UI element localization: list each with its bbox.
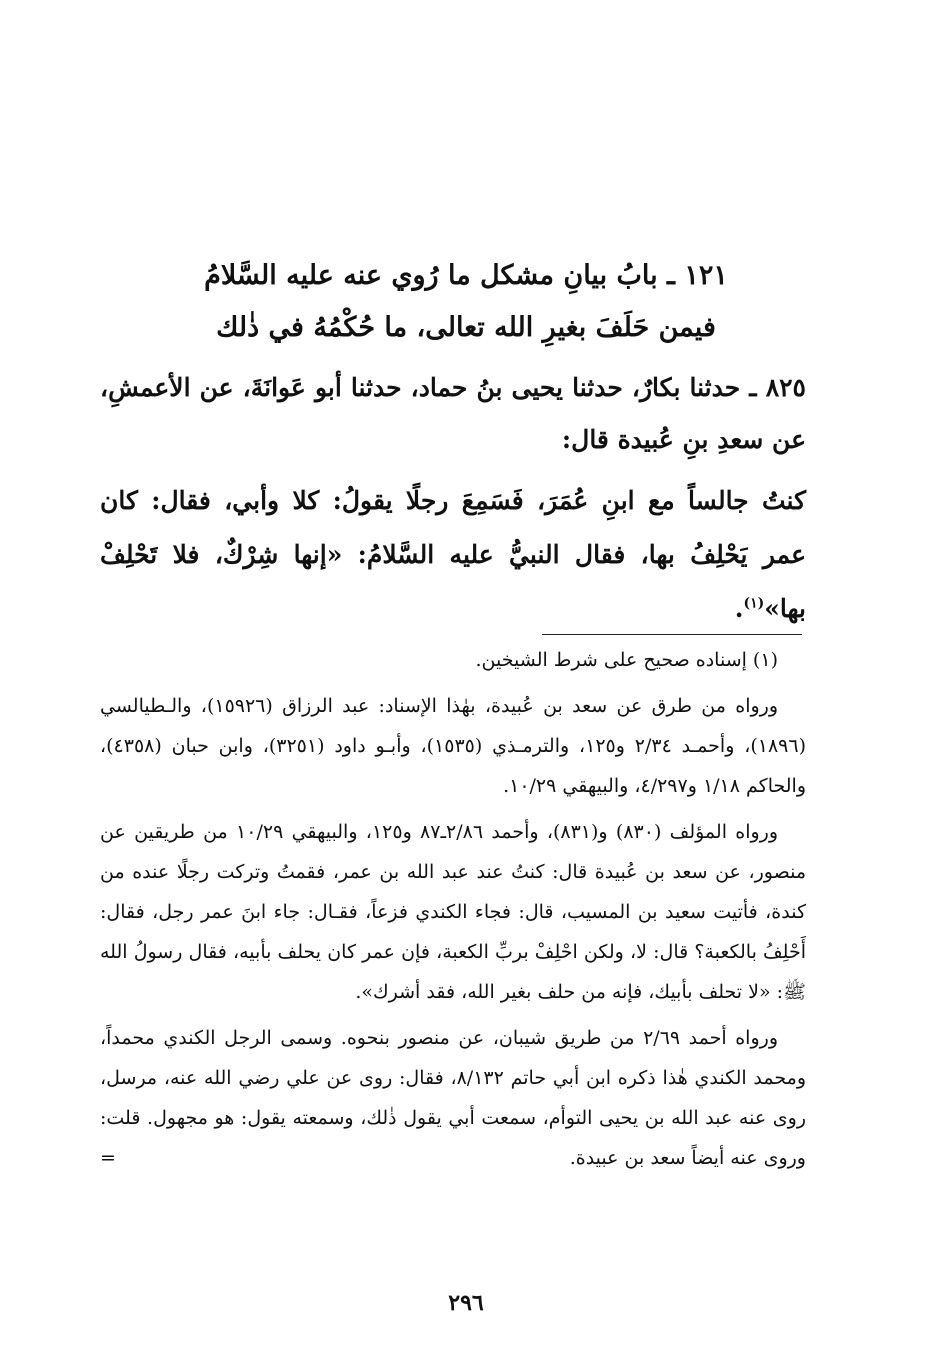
footnote-reference: (١) [743,595,765,612]
hadith-matn-block [100,474,806,636]
footnote-1: (١) إسناده صحيح على شرط الشيخين. [475,649,778,671]
footnote-paragraph-2: ورواه من طرق عن سعد بن عُبيدة، بهٰذا الإسناد: عبد الرزاق (١٥٩٢٦)، والـطيالسي (١٨٩٦)، وأحمـد ٢/٣٤ و١٢٥، والترمـذي (١٥٣٥)، وأبـو داود (٣٢٥١)، وابن حبان (٤٣٥٨)، والحاكم ١/١٨ و٤/٢٩٧، والبيهقي ١٠/٢٩. [100,695,806,797]
footnote-paragraph-4-wrap [100,1018,806,1178]
footnotes [100,640,806,1184]
chapter-title [100,250,832,354]
hadith-matn: كنتُ جالساً مع ابنِ عُمَرَ، فَسَمِعَ رجلًا يقولُ: كلا وأبي، فقال: كان عمر يَحْلِفُ بها، فقال النبيُّ عليه السَّلامُ: «إنها شِرْكٌ، فلا تَحْلِفْ بها» [100,486,806,623]
chapter-title-line-1: ١٢١ ـ بابُ بيانِ مشكل ما رُوي عنه عليه السَّلامُ [204,260,728,291]
page-number: ٢٩٦ [448,1290,484,1316]
footnote-paragraph-3: ورواه المؤلف (٨٣٠) و(٨٣١)، وأحمد ٢/٨٦ـ٨٧ و١٢٥، والبيهقي ١٠/٢٩ من طريقين عن منصور، عن سعد بن عُبيدة قال: كنتُ عند عبد الله بن عمر، فقمتُ وتركت رجلًا عنده من كندة، فأتيت سعيد بن المسيب، قال: فجاء الكندي فزعاً، فقـال: جاء ابنَ عمر رجل، فقال: أَحْلِفُ بالكعبة؟ قال: لا، ولكن احْلِفْ بربِّ الكعبة، فإن عمر كان يحلف بأبيه، فقال رسولُ الله ﷺ: «لا تحلف بأبيك، فإنه من حلف بغير الله، فقد أشرك». [100,821,806,1003]
continuation-mark: = [100,1147,116,1169]
footnote-separator [542,634,802,635]
chapter-title-line-2: فيمن حَلَفَ بغيرِ الله تعالى، ما حُكْمُهُ في ذٰلك [216,312,716,343]
hadith-end-mark: . [734,594,744,623]
hadith-isnad: ٨٢٥ ـ حدثنا بكارٌ، حدثنا يحيى بنُ حماد، حدثنا أبو عَوانَةَ، عن الأعمشِ، عن سعدِ بنِ عُبيدة قال: [100,373,806,454]
footnote-paragraph-4: ورواه أحمد ٢/٦٩ من طريق شيبان، عن منصور بنحوه. وسمى الرجل الكندي محمداً، ومحمد الكندي هٰذا ذكره ابن أبي حاتم ٨/١٣٢، فقال: روى عن علي رضي الله عنه، مرسل، روى عنه عبد الله بن يحيى التوأم، سمعت أبي يقول ذٰلك، وسمعته يقول: هو مجهول. قلت: وروى عنه أيضاً سعد بن عبيدة. [100,1027,806,1169]
